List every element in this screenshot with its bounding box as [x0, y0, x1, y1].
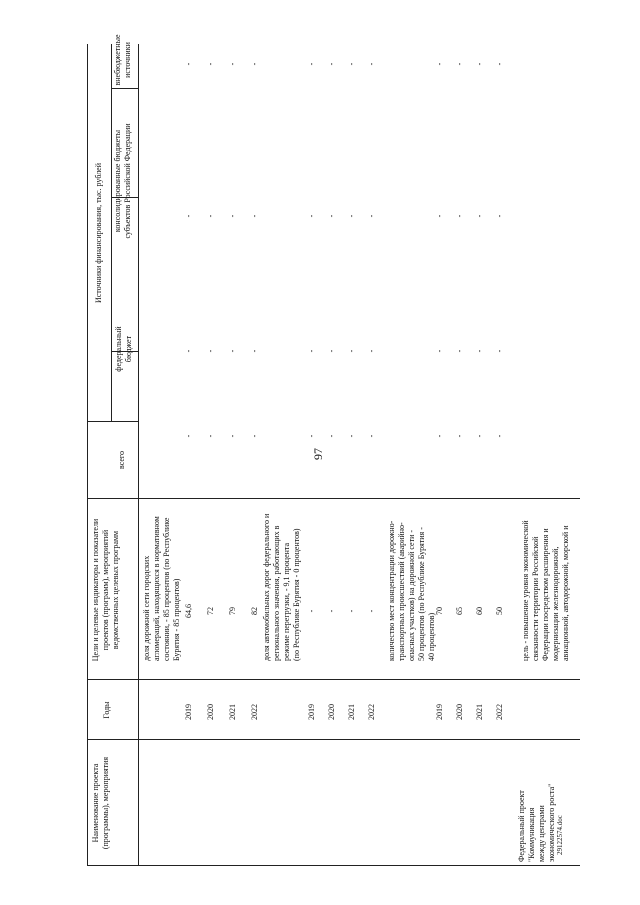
total-cell: -: [347, 434, 356, 438]
rotated-table: [62, 34, 580, 866]
total-cell: -: [455, 434, 464, 438]
total-cell: -: [327, 434, 336, 438]
year-cell: 2021: [475, 704, 484, 720]
federal-cell: -: [206, 349, 215, 353]
federal-cell: -: [347, 349, 356, 353]
regional-cell: -: [184, 214, 193, 218]
header-rule: [138, 44, 139, 866]
regional-cell: -: [228, 214, 237, 218]
indicator-text: 50 процентов (по Республике Бурятия -: [417, 527, 426, 661]
year-cell: 2019: [184, 704, 193, 720]
indicator-text: 40 процентов): [427, 612, 436, 661]
project-name: между центрами: [537, 805, 546, 862]
page-number: 97: [311, 448, 325, 460]
regional-cell: -: [250, 214, 259, 218]
year-cell: 2021: [228, 704, 237, 720]
indicator-text: режиме перегрузки, - 9,1 процента: [282, 542, 291, 661]
goal-text: модернизации железнодорожной,: [551, 546, 560, 661]
col-border: [87, 865, 580, 866]
total-cell: -: [184, 434, 193, 438]
extra-cell: -: [475, 62, 484, 66]
year-cell: 2020: [327, 704, 336, 720]
project-name: "Коммуникация: [527, 807, 536, 862]
indicator-text: доля дорожной сети городских: [142, 555, 151, 661]
indicator-value: 70: [435, 607, 444, 615]
indicator-value: -: [347, 609, 356, 613]
regional-cell: -: [307, 214, 316, 218]
federal-cell: -: [455, 349, 464, 353]
year-cell: 2019: [435, 704, 444, 720]
indicator-text: количество мест концентрации дорожно-: [387, 520, 396, 661]
year-cell: 2022: [367, 704, 376, 720]
goal-text: цель - повышение уровня экономической: [521, 520, 530, 661]
indicator-text: доля автомобильных дорог федерального и: [262, 513, 271, 661]
federal-cell: -: [327, 349, 336, 353]
year-cell: 2020: [455, 704, 464, 720]
total-cell: -: [228, 434, 237, 438]
extra-cell: -: [347, 62, 356, 66]
extra-cell: -: [495, 62, 504, 66]
indicator-text: транспортных происшествий (аварийно-: [397, 522, 406, 661]
year-cell: 2022: [250, 704, 259, 720]
header-federal: федеральный бюджет: [114, 326, 133, 372]
extra-cell: -: [327, 62, 336, 66]
goal-text: Федерации посредством расширения и: [541, 528, 550, 661]
header-total: всего: [117, 451, 126, 470]
total-cell: -: [250, 434, 259, 438]
federal-cell: -: [495, 349, 504, 353]
header-rule: [87, 44, 88, 866]
federal-cell: -: [250, 349, 259, 353]
regional-cell: -: [455, 214, 464, 218]
extra-cell: -: [184, 62, 193, 66]
year-cell: 2020: [206, 704, 215, 720]
indicator-text: агломераций, находящихся в нормативном: [152, 516, 161, 661]
total-cell: -: [495, 434, 504, 438]
indicator-text: опасных участков) на дорожной сети -: [407, 529, 416, 661]
regional-cell: -: [435, 214, 444, 218]
document-footer: 29122574.doc: [556, 815, 564, 855]
indicator-value: -: [307, 609, 316, 613]
indicator-text: Бурятия - 85 процентов): [172, 578, 181, 661]
header-extra: внебюджетные источники: [113, 34, 132, 86]
header-years: Годы: [102, 701, 111, 719]
total-cell: -: [435, 434, 444, 438]
project-name: Федеральный проект: [517, 790, 526, 862]
indicator-text: регионального значения, работающих в: [272, 525, 281, 661]
total-cell: -: [475, 434, 484, 438]
extra-cell: -: [455, 62, 464, 66]
federal-cell: -: [475, 349, 484, 353]
indicator-value: 64,6: [184, 604, 193, 618]
regional-cell: -: [347, 214, 356, 218]
header-goals: Цели и целевые индикаторы и показатели проектов (программ), мероприятий ведомственных целевых программ: [91, 518, 120, 662]
header-regional: консолидированные бюджеты субъектов Российской Федерации: [113, 123, 132, 239]
extra-cell: -: [228, 62, 237, 66]
extra-cell: -: [435, 62, 444, 66]
indicator-text: (по Республике Бурятия - 0 процентов): [292, 528, 301, 661]
indicator-value: 79: [228, 607, 237, 615]
indicator-value: -: [327, 609, 336, 613]
sources-rule: [111, 44, 112, 422]
col-border: [87, 498, 580, 499]
federal-cell: -: [228, 349, 237, 353]
col-border: [87, 421, 139, 422]
year-cell: 2022: [495, 704, 504, 720]
federal-cell: -: [435, 349, 444, 353]
total-cell: -: [367, 434, 376, 438]
header-sources: Источники финансирования, тыс. рублей: [94, 162, 103, 304]
extra-cell: -: [367, 62, 376, 66]
federal-cell: -: [367, 349, 376, 353]
indicator-text: состоянии, - 85 процентов (по Республике: [162, 517, 171, 661]
goal-text: авиационной, автодорожной, морской и: [561, 525, 570, 661]
goal-text: связанности территории Российской: [531, 536, 540, 661]
extra-cell: -: [250, 62, 259, 66]
indicator-value: -: [367, 609, 376, 613]
col-border: [87, 739, 580, 740]
regional-cell: -: [475, 214, 484, 218]
year-cell: 2019: [307, 704, 316, 720]
indicator-value: 72: [206, 607, 215, 615]
total-cell: -: [307, 434, 316, 438]
regional-cell: -: [495, 214, 504, 218]
header-project: Наименование проекта (программы), мероприятия: [91, 756, 110, 850]
indicator-value: 82: [250, 607, 259, 615]
regional-cell: -: [367, 214, 376, 218]
indicator-value: 65: [455, 607, 464, 615]
federal-cell: -: [184, 349, 193, 353]
extra-cell: -: [307, 62, 316, 66]
regional-cell: -: [206, 214, 215, 218]
total-cell: -: [206, 434, 215, 438]
indicator-value: 50: [495, 607, 504, 615]
extra-cell: -: [206, 62, 215, 66]
year-cell: 2021: [347, 704, 356, 720]
federal-cell: -: [307, 349, 316, 353]
project-name: экономического роста": [547, 783, 556, 862]
indicator-value: 60: [475, 607, 484, 615]
col-border: [87, 679, 580, 680]
regional-cell: -: [327, 214, 336, 218]
